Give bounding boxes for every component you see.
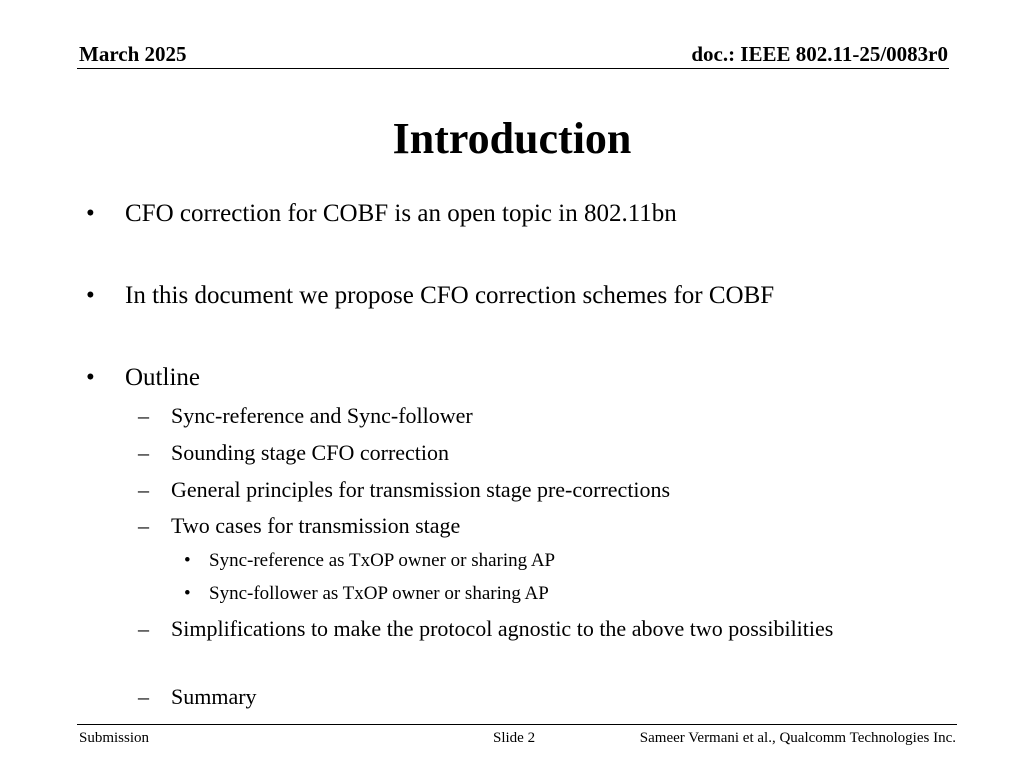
dash-marker: – [138,403,149,428]
dash-marker: – [138,684,149,709]
slide-title: Introduction [392,114,632,163]
bullet-text: In this document we propose CFO correction schemes for COBF [125,282,775,309]
small-bullet-marker: • [184,550,191,571]
bullet-text: Outline [125,364,200,391]
bullet-marker: • [86,364,95,391]
dash-marker: – [138,440,149,465]
sub-bullet-text: Two cases for transmission stage [171,513,461,538]
header-divider [77,68,949,69]
dash-marker: – [138,616,149,641]
footer-author: Sameer Vermani et al., Qualcomm Technologies Inc. [639,730,956,746]
dash-marker: – [138,477,149,502]
header-doc-id: doc.: IEEE 802.11-25/0083r0 [691,42,948,66]
sub-bullet-text: Summary [171,684,257,709]
sub-sub-bullet-text: Sync-follower as TxOP owner or sharing AP [209,583,549,604]
footer-slide-number: Slide 2 [493,730,536,746]
footer-divider [77,724,957,725]
dash-marker: – [138,513,149,538]
sub-sub-bullet-text: Sync-reference as TxOP owner or sharing AP [209,550,556,571]
small-bullet-marker: • [184,583,191,604]
sub-bullet-text: Sounding stage CFO correction [171,440,450,465]
sub-bullet-text: Sync-reference and Sync-follower [171,403,473,428]
header-date: March 2025 [79,42,187,66]
bullet-marker: • [86,200,95,227]
bullet-marker: • [86,282,95,309]
sub-bullet-text: Simplifications to make the protocol agnostic to the above two possibilities [171,616,834,641]
bullet-text: CFO correction for COBF is an open topic in 802.11bn [125,200,677,227]
sub-bullet-text: General principles for transmission stage pre-corrections [171,477,671,502]
footer-submission: Submission [79,730,150,746]
